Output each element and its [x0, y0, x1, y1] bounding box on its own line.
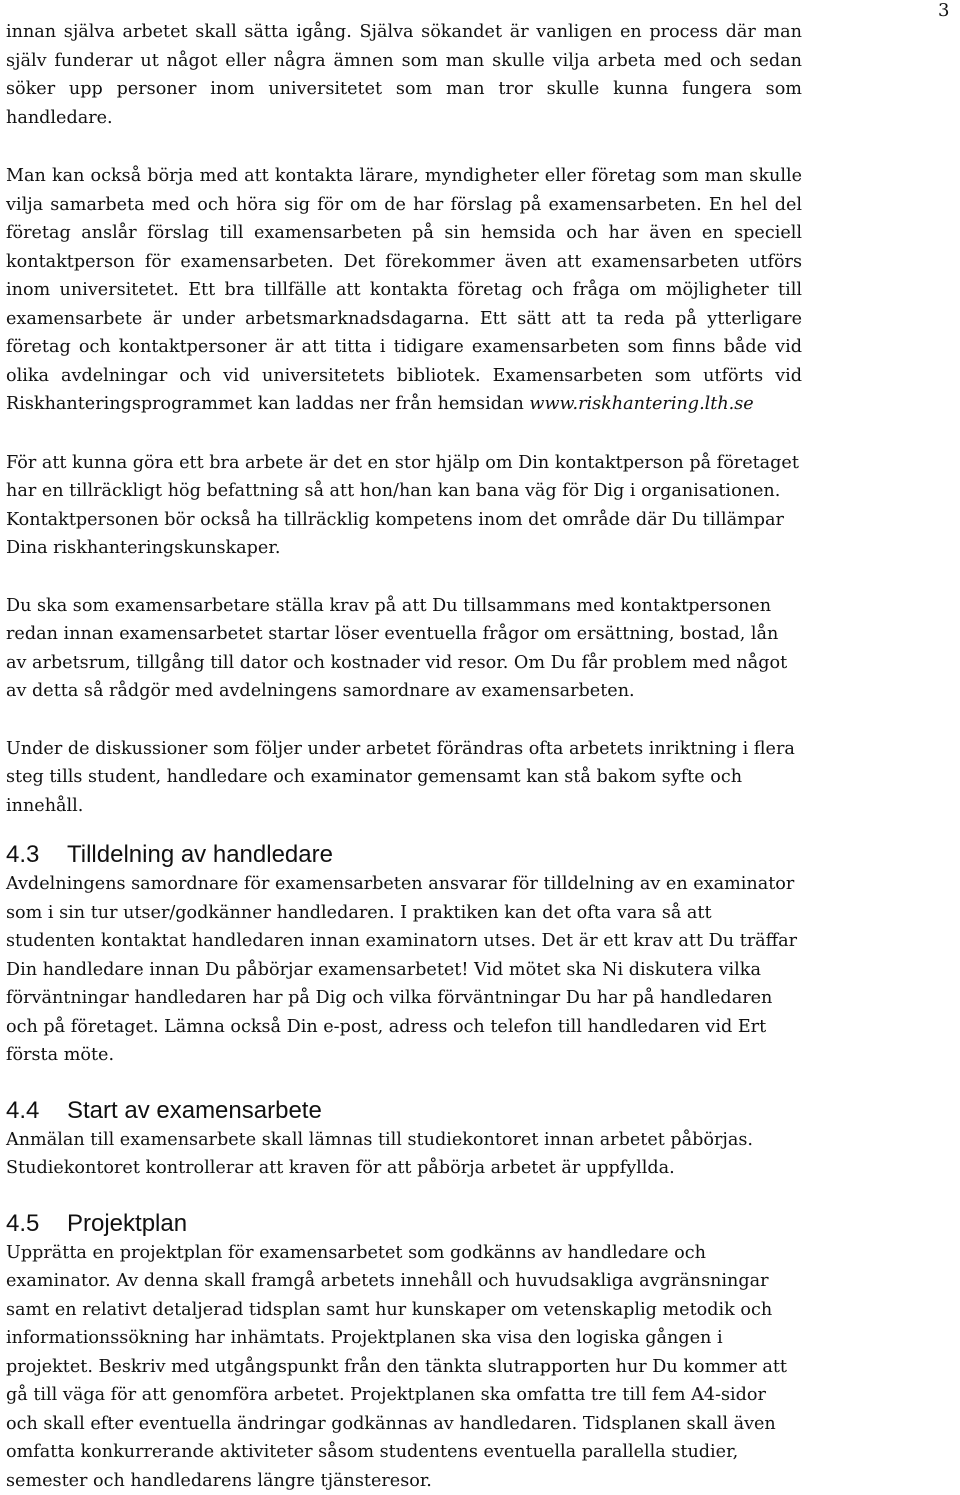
- section-title: Start av examensarbete: [67, 1097, 322, 1124]
- paragraph-contact-person: För att kunna göra ett bra arbete är det en stor hjälp om Din kontaktperson på företaget har en tillräckligt hög befattning så att hon/han kan bana väg för Dig i organisationen. Kontaktpersonen bör också ha tillräcklig kompetens inom det område där Du tillämpar Dina riskhanteringskunskaper.: [6, 449, 802, 563]
- website-link[interactable]: www.riskhantering.lth.se: [529, 394, 753, 414]
- section-body-4-3: Avdelningens samordnare för examensarbeten ansvarar för tilldelning av en examinator som i sin tur utser/godkänner handledaren. I praktiken kan det ofta vara så att studenten kontaktat handledaren innan examinatorn utses. Det är ett krav att Du träffar Din handledare innan Du påbörjar examensarbetet! Vid mötet ska Ni diskutera vilka förväntningar handledaren har på Dig och vilka förväntningar Du har på handledaren och på företaget. Lämna också Din e-post, adress och telefon till handledaren vid Ert första möte.: [6, 870, 802, 1070]
- section-title: Tilldelning av handledare: [67, 841, 333, 868]
- page-number: 3: [938, 0, 949, 21]
- paragraph-requirements: Du ska som examensarbetare ställa krav på att Du tillsammans med kontaktpersonen redan innan examensarbetet startar löser eventuella frågor om ersättning, bostad, lån av arbetsrum, tillgång till dator och kostnader vid resor. Om Du får problem med något av detta så rådgör med avdelningens samordnare av examensarbeten.: [6, 592, 802, 706]
- section-heading-4-5: [6, 1209, 802, 1239]
- paragraph-contacting-companies: [6, 162, 802, 419]
- section-title: Projektplan: [67, 1210, 187, 1237]
- section-heading-4-4: [6, 1096, 802, 1126]
- document-body: [6, 18, 802, 1495]
- section-heading-4-3: [6, 840, 802, 870]
- section-number: 4.4: [6, 1096, 67, 1126]
- section-body-4-5: Upprätta en projektplan för examensarbetet som godkänns av handledare och examinator. Av denna skall framgå arbetets innehåll och huvudsakliga avgränsningar samt en relativt detaljerad tidsplan samt hur kunskaper om vetenskaplig metodik och informationssökning har inhämtats. Projektplanen ska visa den logiska gången i projektet. Beskriv med utgångspunkt från den tänkta slutrapporten hur Du kommer att gå till väga för att genomföra arbetet. Projektplanen ska omfatta tre till fem A4-sidor och skall efter eventuella ändringar godkännas av handledaren. Tidsplanen skall även omfatta konkurrerande aktiviteter såsom studentens eventuella parallella studier, semester och handledarens längre tjänsteresor.: [6, 1239, 802, 1495]
- section-number: 4.3: [6, 840, 67, 870]
- paragraph-discussions: Under de diskussioner som följer under arbetet förändras ofta arbetets inriktning i flera steg tills student, handledare och examinator gemensamt kan stå bakom syfte och innehåll.: [6, 735, 802, 821]
- paragraph-finding-supervisor: innan själva arbetet skall sätta igång. Själva sökandet är vanligen en process där man själv funderar ut något eller några ämnen som man skulle vilja arbeta med och sedan söker upp personer inom universitetet som man tror skulle kunna fungera som handledare.: [6, 18, 802, 132]
- section-number: 4.5: [6, 1209, 67, 1239]
- section-body-4-4: Anmälan till examensarbete skall lämnas till studiekontoret innan arbetet påbörjas. Studiekontoret kontrollerar att kraven för att påbörja arbetet är uppfyllda.: [6, 1126, 802, 1183]
- paragraph-contacting-companies-text: Man kan också börja med att kontakta lärare, myndigheter eller företag som man skulle vilja samarbeta med och höra sig för om de har förslag på examensarbeten. En hel del företag anslår förslag till examensarbeten på sin hemsida och har även en speciell kontaktperson för examensarbeten. Det förekommer även att examensarbeten utförs inom universitetet. Ett bra tillfälle att kontakta företag och fråga om möjligheter till examensarbete är under arbetsmarknadsdagarna. Ett sätt att ta reda på ytterligare företag och kontaktpersoner är att titta i tidigare examensarbeten som finns både vid olika avdelningar och vid universitetets bibliotek. Examensarbeten som utförts vid Riskhanteringsprogrammet kan laddas ner från hemsidan: [6, 166, 802, 414]
